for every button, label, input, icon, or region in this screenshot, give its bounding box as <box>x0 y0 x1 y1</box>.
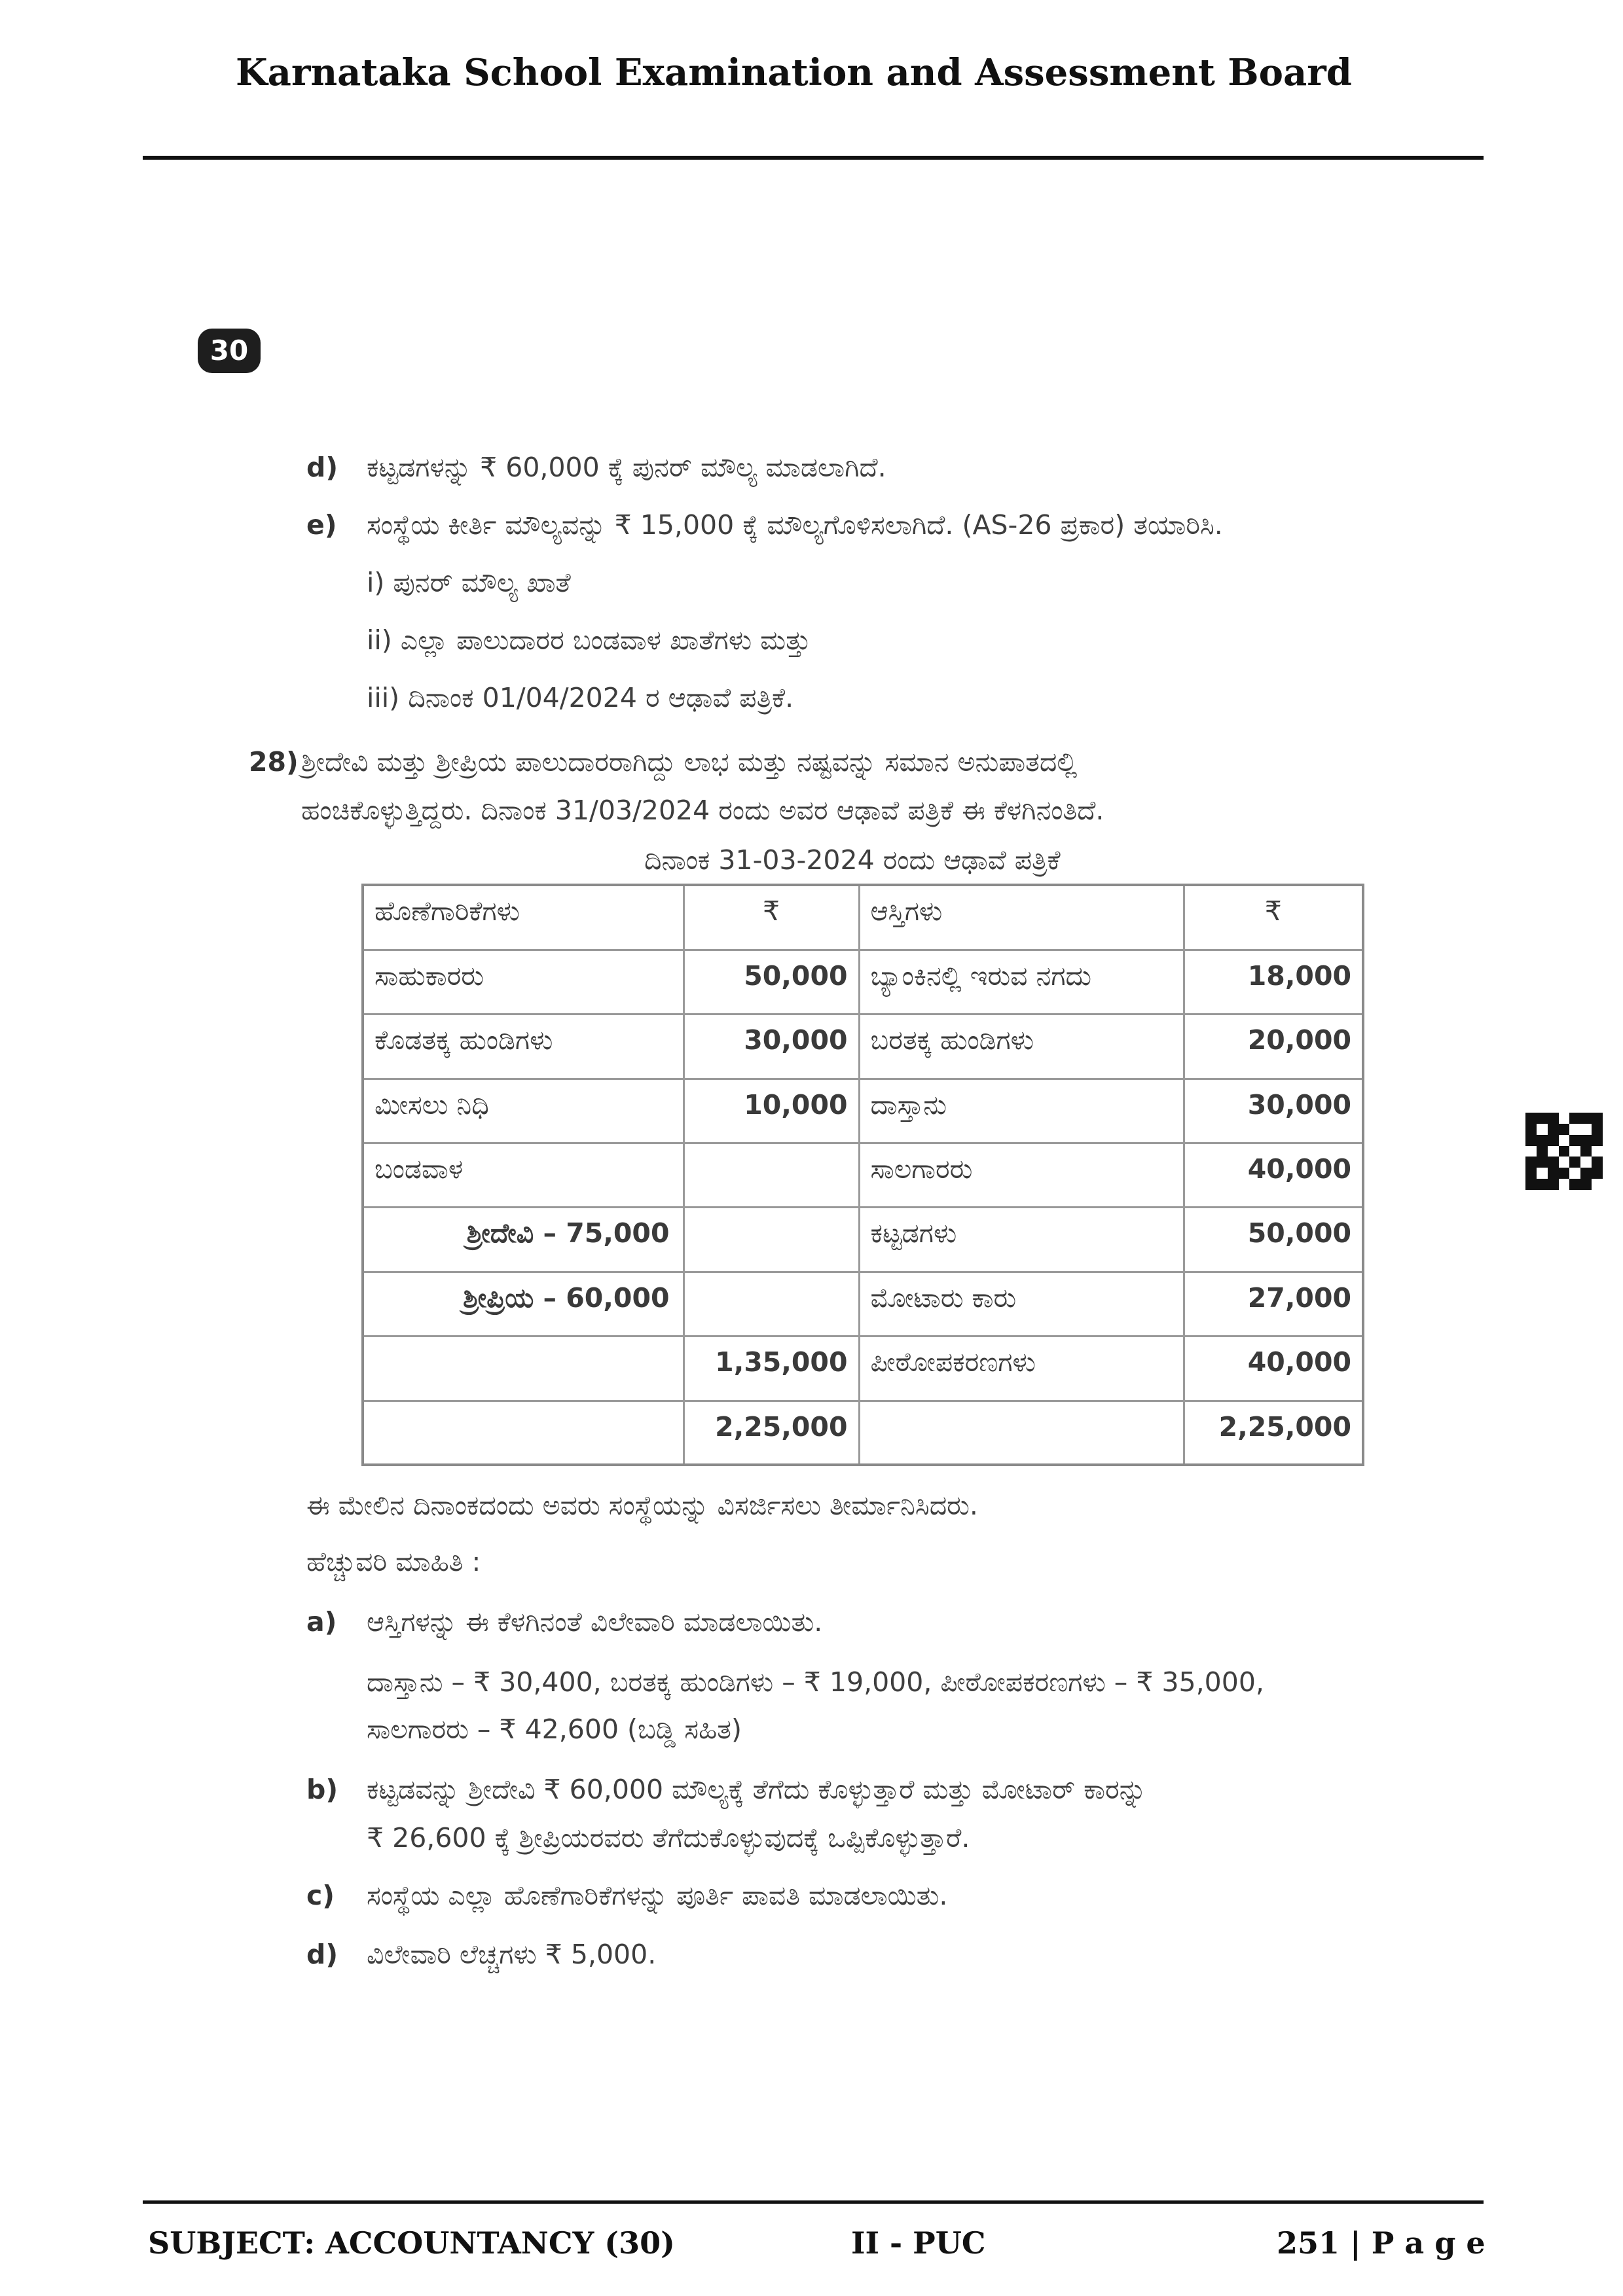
table-row <box>363 950 1363 1014</box>
table-cell: 30,000 <box>684 1014 859 1079</box>
item-c-marker: c) <box>306 1880 335 1911</box>
item-a-marker: a) <box>306 1606 337 1638</box>
table-cell: ಸಾಹುಕಾರರು <box>363 950 684 1014</box>
footer-page-number: 251 | P a g e <box>1277 2225 1486 2261</box>
table-cell: ಮೋಟಾರು ಕಾರು <box>859 1272 1184 1336</box>
table-cell: ಕೊಡತಕ್ಕ ಹುಂಡಿಗಳು <box>363 1014 684 1079</box>
table-cell <box>684 1272 859 1336</box>
table-cell: 30,000 <box>1184 1079 1363 1143</box>
table-cell <box>859 1401 1184 1465</box>
header-amount-2: ₹ <box>1184 885 1363 950</box>
table-cell: 20,000 <box>1184 1014 1363 1079</box>
table-cell: ಶ್ರೀದೇವಿ – 75,000 <box>363 1208 684 1272</box>
question-intro-line-1: ಶ್ರೀದೇವಿ ಮತ್ತು ಶ್ರೀಪ್ರಿಯ ಪಾಲುದಾರರಾಗಿದ್ದು ಲಾಭ ಮತ್ತು ನಷ್ಟವನ್ನು ಸಮಾನ ಅನುಪಾತದಲ್ಲಿ <box>301 746 1078 778</box>
item-d-marker: d) <box>306 452 338 483</box>
header-amount-1: ₹ <box>684 885 859 950</box>
table-cell: ಶ್ರೀಪ್ರಿಯ – 60,000 <box>363 1272 684 1336</box>
table-row <box>363 1079 1363 1143</box>
item-b-line-1: ಕಟ್ಟಡವನ್ನು ಶ್ರೀದೇವಿ ₹ 60,000 ಮೌಲ್ಯಕ್ಕೆ ತೆಗೆದು ಕೊಳ್ಳುತ್ತಾರೆ ಮತ್ತು ಮೋಟಾರ್ ಕಾರನ್ನು <box>367 1774 1147 1805</box>
table-cell <box>363 1401 684 1465</box>
table-cell: 1,35,000 <box>684 1336 859 1401</box>
after-table-text: ಈ ಮೇಲಿನ ದಿನಾಂಕದಂದು ಅವರು ಸಂಸ್ಥೆಯನ್ನು ವಿಸರ್ಜಿಸಲು ತೀರ್ಮಾನಿಸಿದರು. <box>306 1490 978 1521</box>
header-assets: ಆಸ್ತಿಗಳು <box>859 885 1184 950</box>
qr-code <box>1525 1113 1603 1190</box>
table-total-row <box>363 1401 1363 1465</box>
table-cell <box>684 1143 859 1208</box>
table-cell: ಸಾಲಗಾರರು <box>859 1143 1184 1208</box>
table-cell: 50,000 <box>684 950 859 1014</box>
item-c-text: ಸಂಸ್ಥೆಯ ಎಲ್ಲಾ ಹೊಣೆಗಾರಿಕೆಗಳನ್ನು ಪೂರ್ತಿ ಪಾವತಿ ಮಾಡಲಾಯಿತು. <box>367 1880 948 1911</box>
total-liabilities: 2,25,000 <box>684 1401 859 1465</box>
table-cell: ಬ್ಯಾಂಕಿನಲ್ಲಿ ಇರುವ ನಗದು <box>859 950 1184 1014</box>
table-row <box>363 1014 1363 1079</box>
question-number: 28) <box>249 746 299 778</box>
subject-badge: 30 <box>198 329 261 373</box>
table-cell <box>684 1208 859 1272</box>
header-rule <box>143 156 1484 160</box>
table-cell: 40,000 <box>1184 1143 1363 1208</box>
footer-class: II - PUC <box>851 2225 986 2261</box>
table-row <box>363 1208 1363 1272</box>
item-d2-marker: d) <box>306 1939 338 1970</box>
prepare-item-1: i) ಪುನರ್ ಮೌಲ್ಯ ಖಾತೆ <box>367 567 571 598</box>
prepare-item-3: iii) ದಿನಾಂಕ 01/04/2024 ರ ಆಢಾವೆ ಪತ್ರಿಕೆ. <box>367 682 794 713</box>
table-header-row <box>363 885 1363 950</box>
table-row <box>363 1336 1363 1401</box>
table-row <box>363 1272 1363 1336</box>
table-cell: 18,000 <box>1184 950 1363 1014</box>
additional-info-heading: ಹೆಚ್ಚುವರಿ ಮಾಹಿತಿ : <box>306 1546 481 1577</box>
table-cell: ಬರತಕ್ಕ ಹುಂಡಿಗಳು <box>859 1014 1184 1079</box>
table-cell <box>363 1336 684 1401</box>
table-cell: ದಾಸ್ತಾನು <box>859 1079 1184 1143</box>
table-title: ದಿನಾಂಕ 31-03-2024 ರಂದು ಆಢಾವೆ ಪತ್ರಿಕೆ <box>644 844 1061 876</box>
item-d2-text: ವಿಲೇವಾರಿ ಲೆಚ್ಚಗಳು ₹ 5,000. <box>367 1939 657 1970</box>
balance-sheet-table <box>361 884 1364 1466</box>
table-cell: 40,000 <box>1184 1336 1363 1401</box>
item-a-line-2: ದಾಸ್ತಾನು – ₹ 30,400, ಬರತಕ್ಕ ಹುಂಡಿಗಳು – ₹ 19,000, ಪೀಠೋಪಕರಣಗಳು – ₹ 35,000, <box>367 1666 1264 1698</box>
prepare-item-2: ii) ಎಲ್ಲಾ ಪಾಲುದಾರರ ಬಂಡವಾಳ ಖಾತೆಗಳು ಮತ್ತು <box>367 624 811 656</box>
table-cell: ಕಟ್ಟಡಗಳು <box>859 1208 1184 1272</box>
table-cell: 10,000 <box>684 1079 859 1143</box>
table-cell: ಬಂಡವಾಳ <box>363 1143 684 1208</box>
table-cell: 27,000 <box>1184 1272 1363 1336</box>
item-e-text: ಸಂಸ್ಥೆಯ ಕೀರ್ತಿ ಮೌಲ್ಯವನ್ನು ₹ 15,000 ಕ್ಕೆ ಮೌಲ್ಯಗೊಳಿಸಲಾಗಿದೆ. (AS-26 ಪ್ರಕಾರ) ತಯಾರಿಸಿ. <box>367 509 1223 541</box>
total-assets: 2,25,000 <box>1184 1401 1363 1465</box>
item-d-text: ಕಟ್ಟಡಗಳನ್ನು ₹ 60,000 ಕ್ಕೆ ಪುನರ್ ಮೌಲ್ಯ ಮಾಡಲಾಗಿದೆ. <box>367 452 886 483</box>
table-cell: ಪೀಠೋಪಕರಣಗಳು <box>859 1336 1184 1401</box>
board-title: Karnataka School Examination and Assessment Board <box>236 51 1352 94</box>
footer-subject: SUBJECT: ACCOUNTANCY (30) <box>148 2225 675 2261</box>
table-row <box>363 1143 1363 1208</box>
item-e-marker: e) <box>306 509 337 541</box>
header-liabilities: ಹೊಣೆಗಾರಿಕೆಗಳು <box>363 885 684 950</box>
item-a-line-1: ಆಸ್ತಿಗಳನ್ನು ಈ ಕೆಳಗಿನಂತೆ ವಿಲೇವಾರಿ ಮಾಡಲಾಯಿತು. <box>367 1606 823 1638</box>
table-cell: ಮೀಸಲು ನಿಧಿ <box>363 1079 684 1143</box>
item-b-line-2: ₹ 26,600 ಕ್ಕೆ ಶ್ರೀಪ್ರಿಯರವರು ತೆಗೆದುಕೊಳ್ಳುವುದಕ್ಕೆ ಒಪ್ಪಿಕೊಳ್ಳುತ್ತಾರೆ. <box>367 1822 970 1854</box>
item-a-line-3: ಸಾಲಗಾರರು – ₹ 42,600 (ಬಡ್ಡಿ ಸಹಿತ) <box>367 1713 742 1745</box>
footer-rule <box>143 2200 1484 2204</box>
question-intro-line-2: ಹಂಚಿಕೊಳ್ಳುತ್ತಿದ್ದರು. ದಿನಾಂಕ 31/03/2024 ರಂದು ಅವರ ಆಢಾವೆ ಪತ್ರಿಕೆ ಈ ಕೆಳಗಿನಂತಿದೆ. <box>301 795 1104 826</box>
table-cell: 50,000 <box>1184 1208 1363 1272</box>
item-b-marker: b) <box>306 1774 338 1805</box>
